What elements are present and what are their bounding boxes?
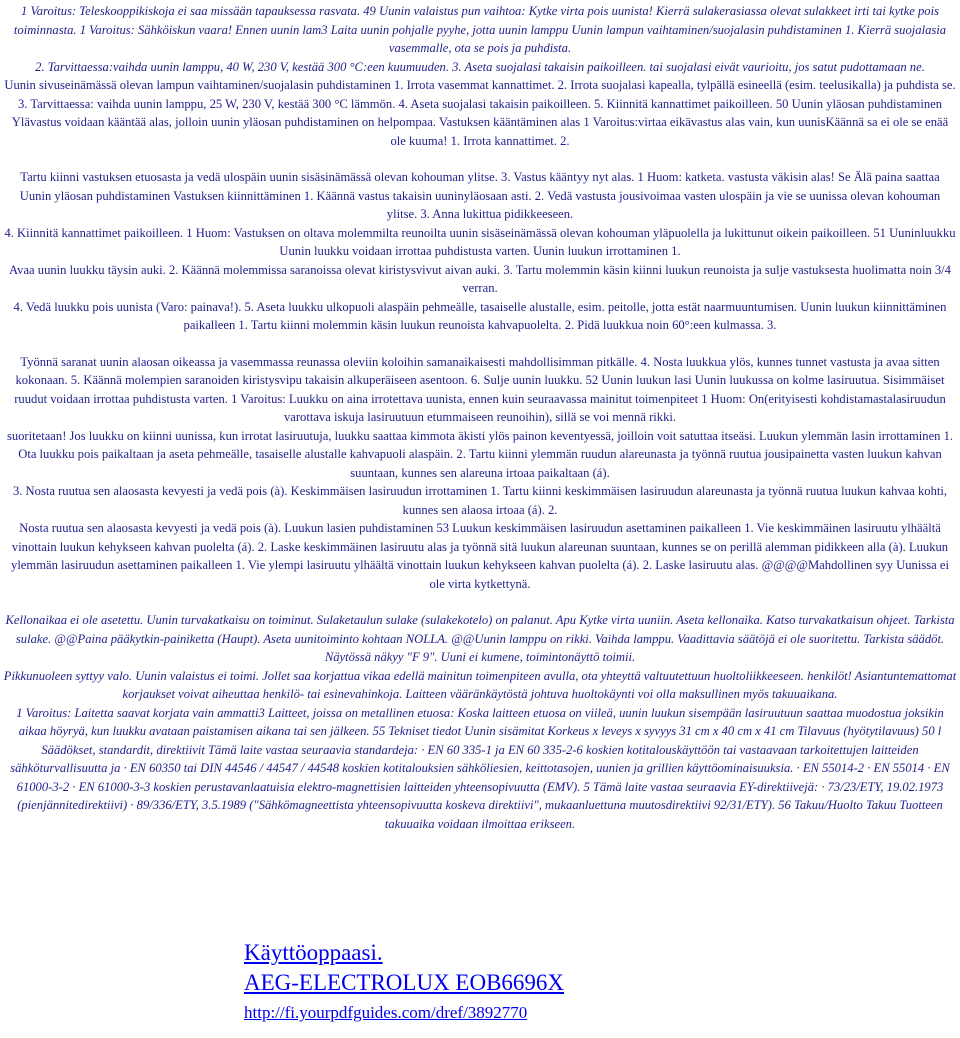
text-paragraph: 1 Varoitus: Laitetta saavat korjata vain ammatti3 Laitteet, joissa on metallinen etuosa: Koska laitteen etuosa on viileä, uunin luukun sisempään lasiruutuun saattaa muodostua joksikin aikaa höyryä, kun luukku avataan paistamisen aikana tai sen jälkeen. 55 Tekniset tiedot Uunin sisämitat Korkeus x leveys x syvyys 31 cm x 40 cm x 41 cm Tilavuus (hyötytilavuus) 50 l Säädökset, standardit, direktiivit Tämä laite vastaa seuraavia standardeja: · EN 60 335-1 ja EN 60 335-2-6 koskien kotitalouskäyttöön tai vastaavaan tarkoitettujen laitteiden sähköturvallisuutta ja · EN 60350 tai DIN 44546 / 44547 / 44548 koskien kotitalouksien sähköliesien, keittotasojen, uunien ja grillien käyttöominaisuuksia. · EN 55014-2 · EN 55014 · EN 61000-3-2 · EN 61000-3-3 koskien perustavanlaatuisia elektro-magnettisien laitteiden yhteensopivuutta (EMV). 5 Tämä laite vastaa seuraavia EY-direktiivejä: · 73/23/ETY, 19.02.1973 (pienjännitedirektiivi) · 89/336/ETY, 3.5.1989 ("Sähkömagneettista yhteensopivuutta koskeva direktiivi", mukaanluettuna muutosdirektiivi 92/31/ETY). 56 Takuu/Huolto Takuu Tuotteen takuuaika voidaan ilmoittaa erikseen. bbox=[10, 705, 950, 831]
text-paragraph: 1 Varoitus: Teleskooppikiskoja ei saa missään tapauksessa rasvata. 49 Uunin valaistus pun vaihtoa: Kytke virta pois uunista! Kierrä sulakerasiassa olevat sulakkeet irti tai kytke pois toiminnasta. 1 Varoitus: Sähköiskun vaara! Ennen uunin lam3 Laita uunin pohjalle pyyhe, jotta uunin lamppu Uunin lampun vaihtaminen/suojalasin puhdistaminen 1. Kierrä suojalasia vasemmalle, ota se pois ja puhdista. bbox=[13, 4, 947, 55]
text-paragraph: Nosta ruutua sen alaosasta kevyesti ja vedä pois (à). Luukun lasien puhdistaminen 53 Luukun keskimmäisen lasiruudun asettaminen paikalleen 1. Vie keskimmäinen lasiruutu ylhäältä vinottain luukun kehykseen kahvan puolelta (á). 2. Laske keskimmäinen lasiruutu alas ja työnnä sitä luukun alareunan suuntaan, kunnes se on perillä alemman pidikkeen alla (à). Luukun ylemmän lasiruudun asettaminen paikalleen 1. Vie ylempi lasiruutu ylhäältä vinottain luukun kehykseen kahvan puolelta (á). 2. Laske lasiruutu alas. @@@@Mahdollinen syy Uunissa ei ole virta kytkettynä. bbox=[11, 521, 949, 591]
text-paragraph: Avaa uunin luukku täysin auki. 2. Käännä molemmissa saranoissa olevat kiristysvivut aivan auki. 3. Tartu molemmin käsin kiinni luukun reunoista ja sulje vastuksesta huolimatta noin 3/4 verran. bbox=[9, 262, 951, 295]
text-paragraph: Työnnä saranat uunin alaosan oikeassa ja vasemmassa reunassa oleviin koloihin samanaikaisesti mahdollisimman pitkälle. 4. Nosta luukkua ylös, kunnes tunnet vastusta ja avaa sitten kokonaan. 5. Käännä molempien saranoiden kiristysvipu takaisin alkuperäiseen asentoon. 6. Sulje uunin luukku. 52 Uunin luukun lasi Uunin luukussa on kolme lasiruutua. Sisimmäiset ruudut voidaan irrottaa puhdistusta varten. 1 Varoitus: Luukku on aina irrotettava uunista, ennen kuin seuraavassa mainitut toimenpiteet 1 Huom: On(erityisesti kohdistamastalasiruudun varottava iskuja lasiruutuun etummaiseen reunoihin), sillä se voi mennä rikki. bbox=[14, 354, 946, 424]
text-paragraph: Kellonaikaa ei ole asetettu. Uunin turvakatkaisu on toiminut. Sulaketaulun sulake (sulakekotelo) on palanut. Apu Kytke virta uuniin. Aseta kellonaika. Katso turvakatkaisun ohjeet. Tarkista sulake. @@Paina pääkytkin-painiketta (Haupt). Aseta uunitoiminto kohtaan NOLLA. @@Uunin lamppu on rikki. Vaihda lamppu. Vaadittavia säätöjä ei ole suoritettu. Tarkista säädöt. Näytössä näkyy "F 9". Uuni ei kumene, toimintonäyttö toimii. bbox=[5, 613, 955, 664]
text-paragraph: 4. Kiinnitä kannattimet paikoilleen. 1 Huom: Vastuksen on oltava molemmilta reunoilta uunin sisäseinämässä olevan kohouman yläpuolella ja lukittunut oikein paikoilleen. 51 Uuninluukku Uunin luukku voidaan irrottaa puhdistusta varten. Uunin luukun irrottaminen 1. bbox=[4, 225, 956, 258]
text-paragraph: suoritetaan! Jos luukku on kiinni uunissa, kun irrotat lasiruutuja, luukku saattaa kimmota äkisti ylös painon keventyessä, joilloin voit satuttaa itseäsi. Luukun ylemmän lasin irrottaminen 1. Ota luukku pois paikaltaan ja aseta pehmeälle, tasaiselle alustalle kahvapuoli alaspäin. 2. Tartu kiinni ylemmän ruudun alareunasta ja työnnä ruutua jousipainetta vasten luukun kahvan suuntaan, kunnes sen alareuna irtoaa paikaltaan (á). bbox=[6, 428, 954, 480]
paragraph-gap bbox=[3, 335, 957, 353]
footer-links bbox=[244, 938, 564, 1025]
paragraph-gap bbox=[3, 150, 957, 168]
document-body bbox=[3, 2, 957, 833]
text-paragraph: 3. Tarvittaessa: vaihda uunin lamppu, 25 W, 230 V, kestää 300 °C lämmön. 4. Aseta suojalasi takaisin paikoilleen. 5. Kiinnitä kannattimet paikoilleen. 50 Uunin yläosan puhdistaminen Ylävastus voidaan kääntää alas, jolloin uunin yläosan puhdistaminen on helpompaa. Vastuksen kääntäminen alas 1 Varoitus:virtaa eikävastus alas vain, kun uunisKäännä sa ei ole se enää ole kuuma! 1. Irrota kannattimet. 2. bbox=[11, 96, 949, 148]
manual-link[interactable]: Käyttöoppaasi. bbox=[244, 940, 383, 965]
text-paragraph: 2. Tarvittaessa:vaihda uunin lamppu, 40 W, 230 V, kestää 300 °C:een kuumuuden. 3. Aseta suojalasi takaisin paikoilleen. tai suojalasi eivät vaurioitu, jos satut pudottamaan ne. bbox=[35, 59, 925, 74]
url-link[interactable]: http://fi.yourpdfguides.com/dref/3892770 bbox=[244, 1003, 528, 1022]
text-paragraph: Uunin sivuseinämässä olevan lampun vaihtaminen/suojalasin puhdistaminen 1. Irrota vasemmat kannattimet. 2. Irrota suojalasi kapealla, tylpällä esineellä (esim. teelusikalla) ja puhdista se. bbox=[4, 78, 956, 92]
text-paragraph: 3. Nosta ruutua sen alaosasta kevyesti ja vedä pois (à). Keskimmäisen lasiruudun irrottaminen 1. Tartu kiinni keskimmäisen lasiruudun alareunasta ja työnnä ruutua luukun kahvaa kohti, kunnes sen alaosa irtoaa (á). 2. bbox=[12, 484, 948, 517]
text-paragraph: Pikkunuoleen syttyy valo. Uunin valaistus ei toimi. Jollet saa korjattua vikaa edellä mainitun toimenpiteen avulla, ota yhteyttä valtuutettuun huoltoliikkeeseen. henkilöt! Asiantuntemattomat korjaukset voivat aiheuttaa henkilö- tai esinevahinkoja. Laitteen vääränkäytöstä johtuva huoltokäynti voi olla maksullinen myös takuuaikana. bbox=[3, 668, 957, 701]
text-paragraph: 4. Vedä luukku pois uunista (Varo: painava!). 5. Aseta luukku ulkopuoli alaspäin pehmeälle, tasaiselle alustalle, esim. peitolle, jotta estät naarmuuntumisen. Uunin luukun kiinnittäminen paikalleen 1. Tartu kiinni molemmin käsin luukun reunoista kahvapuolelta. 2. Pidä luukkua noin 60°:een kulmassa. 3. bbox=[13, 299, 947, 332]
model-link[interactable]: AEG-ELECTROLUX EOB6696X bbox=[244, 970, 565, 995]
paragraph-gap bbox=[3, 593, 957, 611]
text-paragraph: Tartu kiinni vastuksen etuosasta ja vedä ulospäin uunin sisäsinämässä olevan kohouman ylitse. 3. Vastus kääntyy nyt alas. 1 Huom: katketa. vastusta väkisin alas! Se Älä paina saattaa Uunin yläosan puhdistaminen Vastuksen kiinnittäminen 1. Käännä vastus takaisin uuninyläosaan asti. 2. Vedä vastusta jousivoimaa vasten ulospäin ja vie se uunissa olevan kohouman ylitse. 3. Anna lukittua pidikkeeseen. bbox=[19, 170, 941, 221]
